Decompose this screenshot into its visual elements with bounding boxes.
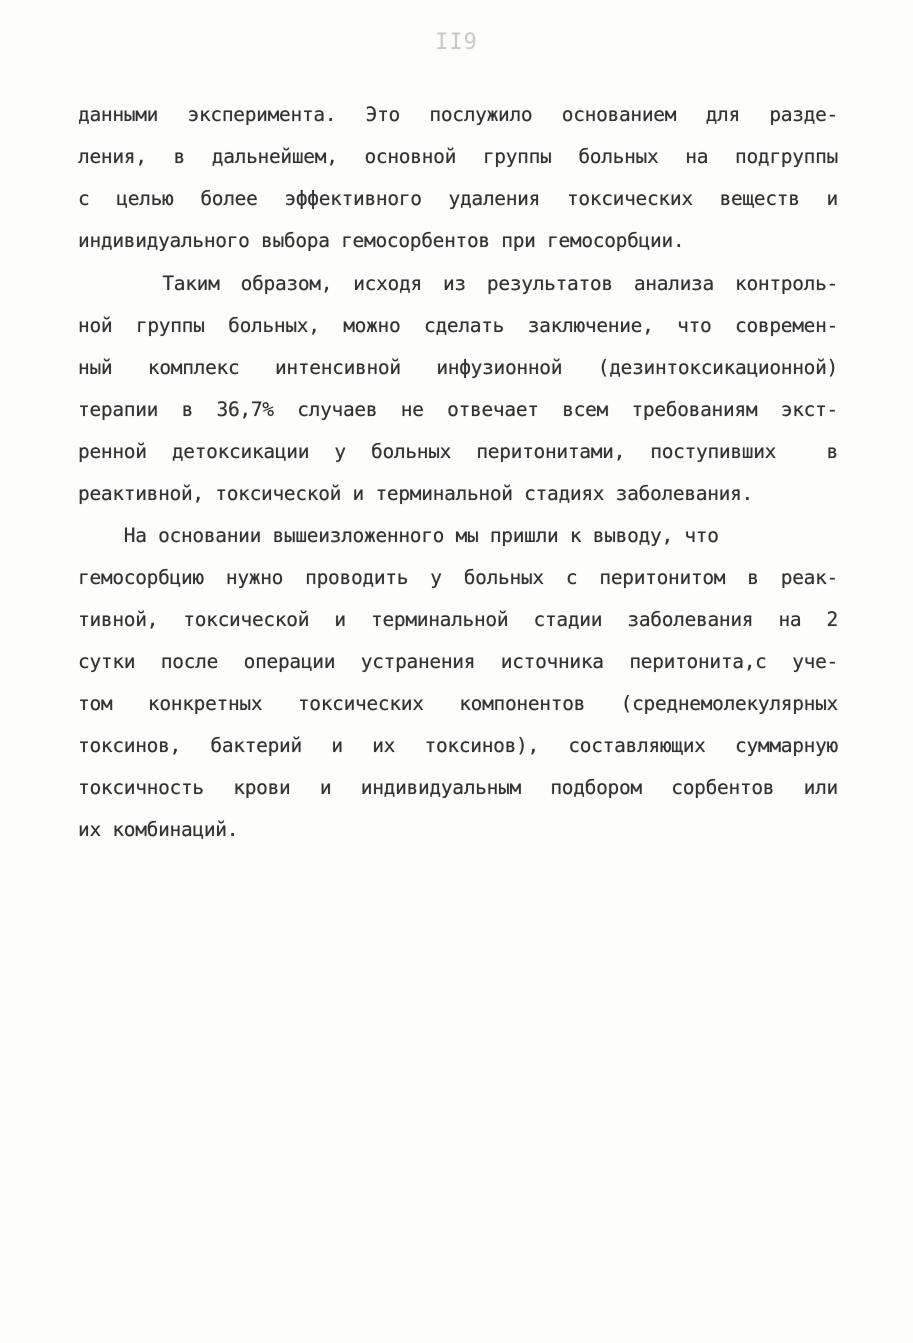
paragraph-2-line-1: Таким образом, исходя из результатов анализа контроль- — [78, 272, 838, 295]
paragraph-2-line-4: терапии в 36,7% случаев не отвечает всем требованиям экст- — [78, 398, 838, 421]
paragraph-3-line-8: их комбинаций. — [78, 818, 239, 841]
paragraph-3-line-1: На основании вышеизложенного мы пришли к выводу, что — [78, 524, 719, 547]
paragraph-3-line-3: тивной, токсической и терминальной стадии заболевания на 2 — [78, 608, 838, 631]
paragraph-2-line-6: реактивной, токсической и терминальной стадиях заболевания. — [78, 482, 753, 505]
paragraph-2-line-5: ренной детоксикации у больных перитонитами, поступивших в — [78, 440, 838, 463]
paragraph-1-line-2: ления, в дальнейшем, основной группы больных на подгруппы — [78, 145, 838, 168]
page-number: II9 — [435, 30, 478, 55]
paragraph-3-line-7: токсичность крови и индивидуальным подбором сорбентов или — [78, 776, 838, 799]
paragraph-3-line-4: сутки после операции устранения источника перитонита,с уче- — [78, 650, 838, 673]
paragraph-3-line-5: том конкретных токсических компонентов (среднемолекулярных — [78, 692, 838, 715]
paragraph-2-line-3: ный комплекс интенсивной инфузионной (дезинтоксикационной) — [78, 356, 838, 379]
paragraph-1-line-4: индивидуального выбора гемосорбентов при гемосорбции. — [78, 229, 685, 252]
paragraph-1-line-1: данными эксперимента. Это послужило основанием для разде- — [78, 103, 838, 126]
paragraph-2-line-2: ной группы больных, можно сделать заключение, что современ- — [78, 314, 838, 337]
paragraph-3-line-6: токсинов, бактерий и их токсинов), составляющих суммарную — [78, 734, 838, 757]
paragraph-3-line-2: гемосорбцию нужно проводить у больных с перитонитом в реак- — [78, 566, 838, 589]
paragraph-1-line-3: с целью более эффективного удаления токсических веществ и — [78, 187, 838, 210]
